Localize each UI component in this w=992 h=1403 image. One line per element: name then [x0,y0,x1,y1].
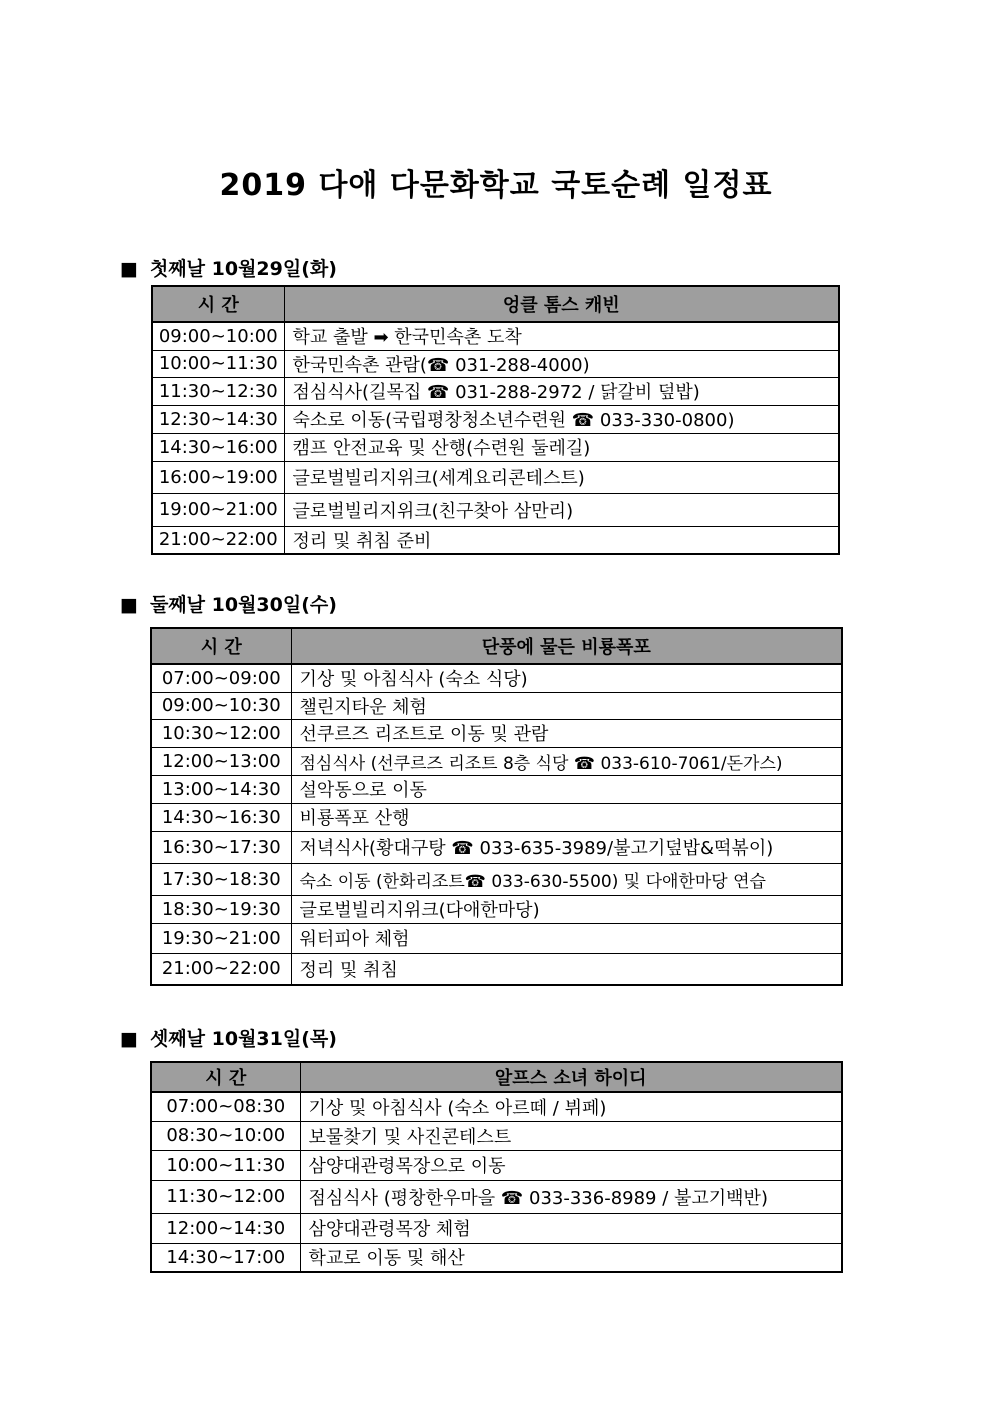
day3-heading [120,1024,337,1051]
time-cell: 12:00~13:00 [151,747,291,775]
table-row [152,461,839,493]
table-row [151,1180,842,1213]
activity-cell: 워터피아 체험 [291,923,842,953]
time-cell: 14:30~16:30 [151,803,291,831]
time-cell: 12:30~14:30 [152,405,284,433]
activity-cell: 캠프 안전교육 및 산행(수련원 둘레길) [284,433,839,461]
activity-cell: 점심식사 (선쿠르즈 리조트 8층 식당 ☎ 033-610-7061/돈가스) [291,747,842,775]
activity-cell: 글로벌빌리지위크(다애한마당) [291,895,842,923]
day1-schedule-table [151,285,840,555]
table-row [151,1150,842,1180]
square-bullet-icon: ■ [120,258,138,280]
table-row [151,923,842,953]
time-cell: 14:30~17:00 [151,1243,300,1272]
theme-column-header: 단풍에 물든 비룡폭포 [291,628,842,664]
table-header-row [151,628,842,664]
time-cell: 11:30~12:30 [152,377,284,405]
table-row [152,526,839,554]
activity-cell: 한국민속촌 관람(☎ 031-288-4000) [284,350,839,377]
table-row [151,1243,842,1272]
activity-cell: 숙소 이동 (한화리조트☎ 033-630-5500) 및 다애한마당 연습 [291,863,842,895]
theme-column-header: 엉클 톰스 캐빈 [284,286,839,322]
table-row [151,692,842,719]
activity-cell: 삼양대관령목장 체험 [300,1213,842,1243]
time-column-header: 시 간 [151,1062,300,1092]
time-cell: 10:30~12:00 [151,719,291,747]
table-row [152,493,839,526]
day2-heading [120,590,337,617]
activity-cell: 학교 출발 ➡ 한국민속촌 도착 [284,322,839,350]
time-cell: 13:00~14:30 [151,775,291,803]
table-header-row [151,1062,842,1092]
table-row [151,664,842,692]
table-row [151,895,842,923]
time-cell: 09:00~10:00 [152,322,284,350]
activity-cell: 챌린지타운 체험 [291,692,842,719]
page-title: 2019 다애 다문화학교 국토순례 일정표 [219,168,773,203]
activity-cell: 점심식사(길목집 ☎ 031-288-2972 / 닭갈비 덮밥) [284,377,839,405]
activity-cell: 기상 및 아침식사 (숙소 아르떼 / 뷔페) [300,1092,842,1121]
table-row [151,953,842,985]
time-column-header: 시 간 [151,628,291,664]
activity-cell: 기상 및 아침식사 (숙소 식당) [291,664,842,692]
time-cell: 17:30~18:30 [151,863,291,895]
activity-cell: 정리 및 취침 준비 [284,526,839,554]
day2-heading-text: 둘째날 10월30일(수) [149,594,337,616]
time-cell: 08:30~10:00 [151,1121,300,1150]
time-cell: 07:00~09:00 [151,664,291,692]
activity-cell: 정리 및 취침 [291,953,842,985]
time-cell: 19:30~21:00 [151,923,291,953]
day1-heading-text: 첫째날 10월29일(화) [149,258,337,280]
activity-cell: 점심식사 (평창한우마을 ☎ 033-336-8989 / 불고기백반) [300,1180,842,1213]
activity-cell: 비룡폭포 산행 [291,803,842,831]
time-cell: 10:00~11:30 [152,350,284,377]
activity-cell: 글로벌빌리지위크(친구찾아 삼만리) [284,493,839,526]
table-row [151,1121,842,1150]
activity-cell: 삼양대관령목장으로 이동 [300,1150,842,1180]
time-cell: 21:00~22:00 [151,953,291,985]
table-row [151,803,842,831]
activity-cell: 저녁식사(황대구탕 ☎ 033-635-3989/불고기덮밥&떡볶이) [291,831,842,863]
day3-heading-text: 셋째날 10월31일(목) [149,1028,337,1050]
activity-cell: 보물찾기 및 사진콘테스트 [300,1121,842,1150]
activity-cell: 선쿠르즈 리조트로 이동 및 관람 [291,719,842,747]
table-row [152,350,839,377]
activity-cell: 설악동으로 이동 [291,775,842,803]
theme-column-header: 알프스 소녀 하이디 [300,1062,842,1092]
time-cell: 09:00~10:30 [151,692,291,719]
time-cell: 12:00~14:30 [151,1213,300,1243]
time-cell: 19:00~21:00 [152,493,284,526]
time-cell: 21:00~22:00 [152,526,284,554]
table-row [151,1092,842,1121]
time-cell: 14:30~16:00 [152,433,284,461]
day3-schedule-table [150,1061,843,1273]
time-cell: 11:30~12:00 [151,1180,300,1213]
table-row [151,1213,842,1243]
table-row [152,433,839,461]
time-column-header: 시 간 [152,286,284,322]
square-bullet-icon: ■ [120,594,138,616]
table-row [151,863,842,895]
table-row [152,405,839,433]
day2-schedule-table [150,627,843,986]
time-cell: 18:30~19:30 [151,895,291,923]
square-bullet-icon: ■ [120,1028,138,1050]
table-header-row [152,286,839,322]
activity-cell: 숙소로 이동(국립평창청소년수련원 ☎ 033-330-0800) [284,405,839,433]
table-row [151,719,842,747]
activity-cell: 글로벌빌리지위크(세계요리콘테스트) [284,461,839,493]
time-cell: 16:00~19:00 [152,461,284,493]
time-cell: 07:00~08:30 [151,1092,300,1121]
activity-cell: 학교로 이동 및 해산 [300,1243,842,1272]
day1-heading [120,254,337,281]
table-row [152,377,839,405]
time-cell: 16:30~17:30 [151,831,291,863]
table-row [152,322,839,350]
table-row [151,831,842,863]
table-row [151,775,842,803]
table-row [151,747,842,775]
time-cell: 10:00~11:30 [151,1150,300,1180]
